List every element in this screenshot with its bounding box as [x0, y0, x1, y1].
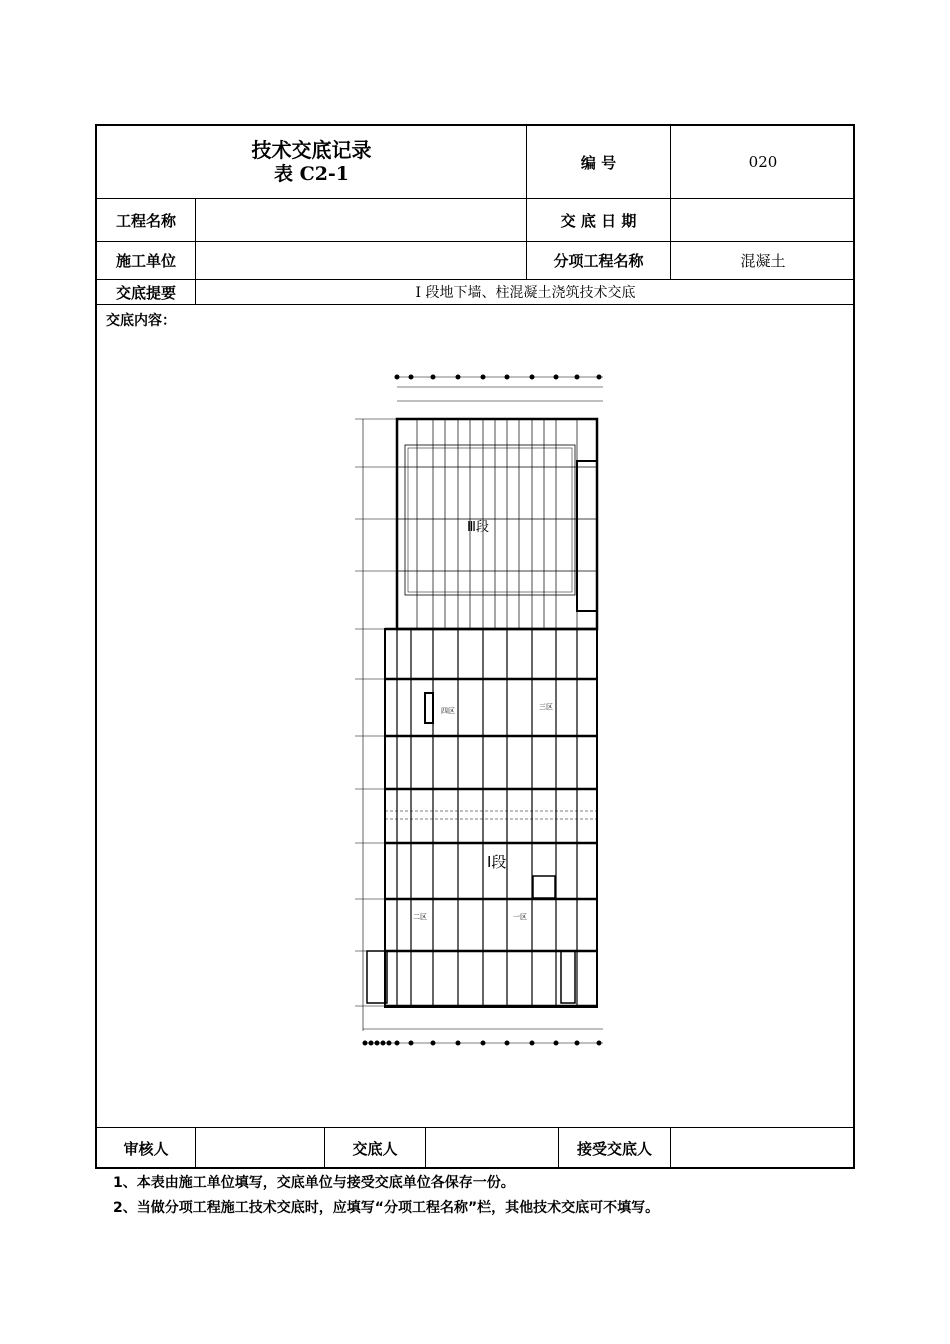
zone-i-beams [385, 629, 597, 1006]
zone-i-label: Ⅰ段 [487, 853, 507, 871]
project-name-field[interactable] [196, 199, 526, 241]
area-four-label: 四区 [441, 707, 455, 715]
date-label: 交 底 日 期 [560, 211, 637, 230]
row-divider [97, 304, 853, 305]
summary-label: 交底提要 [115, 283, 176, 302]
summary-value: Ⅰ 段地下墙、柱混凝土浇筑技术交底 [415, 285, 636, 301]
zone-iii-label: Ⅲ段 [467, 520, 489, 535]
subproject-value[interactable]: 混凝土 [740, 252, 786, 270]
left-axis [355, 419, 397, 1031]
discloser-field[interactable] [426, 1128, 558, 1168]
footnote-2: 2、当做分项工程施工技术交底时，应填写“分项工程名称”栏，其他技术交底可不填写。 [113, 1200, 660, 1216]
floor-plan-drawing [355, 371, 615, 1051]
area-two-label: 二区 [413, 913, 427, 921]
number-label: 编 号 [580, 153, 617, 172]
reviewer-label: 审核人 [123, 1139, 169, 1158]
subproject-label: 分项工程名称 [553, 252, 644, 270]
disclosure-record-form [95, 124, 855, 1169]
discloser-label: 交底人 [352, 1139, 398, 1158]
number-value: 020 [748, 153, 778, 171]
form-header [97, 126, 526, 198]
footnote-1: 1、本表由施工单位填写，交底单位与接受交底单位各保存一份。 [113, 1175, 515, 1191]
area-three-label: 三区 [539, 703, 553, 711]
reviewer-field[interactable] [196, 1128, 324, 1168]
date-field[interactable] [671, 199, 855, 241]
zone-iii-outline [397, 419, 597, 629]
zone-iii-grid [397, 419, 597, 629]
form-title: 技术交底记录 [251, 138, 372, 162]
contractor-label: 施工单位 [115, 252, 176, 270]
contractor-field[interactable] [196, 242, 526, 279]
receiver-label: 接受交底人 [576, 1139, 652, 1158]
project-name-label: 工程名称 [115, 211, 176, 230]
receiver-field[interactable] [671, 1128, 855, 1168]
content-label: 交底内容： [106, 313, 176, 329]
form-subtitle: 表 C2-1 [273, 163, 350, 185]
area-one-label: 一区 [513, 913, 527, 921]
